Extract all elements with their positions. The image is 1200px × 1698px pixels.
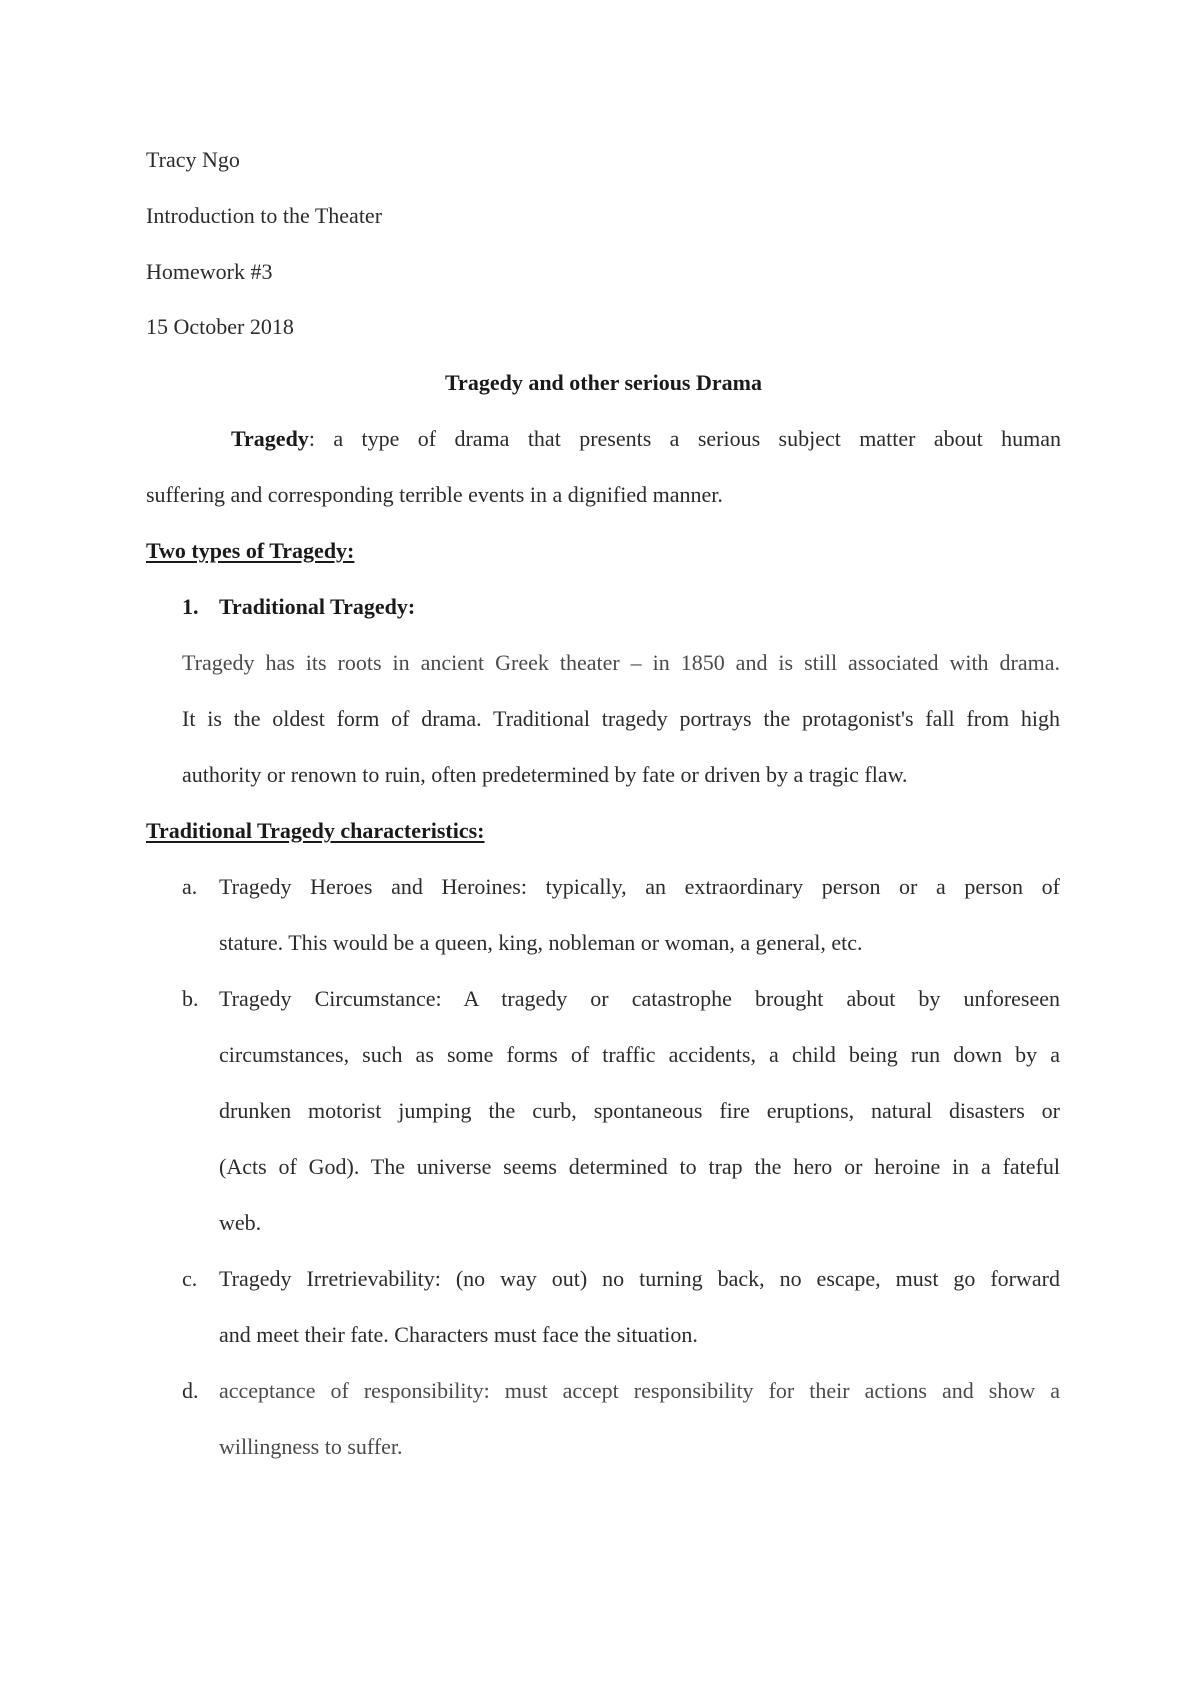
traditional-line-3: authority or renown to ruin, often predetermined by fate or driven by a tragic flaw.	[182, 762, 908, 787]
definition-line-1	[231, 425, 1061, 453]
item-d-line-2: willingness to suffer.	[219, 1434, 403, 1459]
traditional-line-2: It is the oldest form of drama. Traditional tragedy portrays the protagonist's fall from high	[182, 706, 1060, 731]
item-c-line-1: Tragedy Irretrievability: (no way out) no turning back, no escape, must go forward	[219, 1266, 1060, 1291]
item-d-marker: d.	[182, 1378, 199, 1403]
item-a-line-1: Tragedy Heroes and Heroines: typically, an extraordinary person or a person of	[219, 874, 1060, 899]
item-b-line-4: (Acts of God). The universe seems determined to trap the hero or heroine in a fateful	[219, 1154, 1060, 1179]
traditional-line-1: Tragedy has its roots in ancient Greek theater – in 1850 and is still associated with drama.	[182, 650, 1060, 675]
numbered-marker: 1.	[182, 594, 199, 619]
definition-term: Tragedy	[231, 426, 309, 451]
item-b-marker: b.	[182, 986, 199, 1011]
item-b-line-1: Tragedy Circumstance: A tragedy or catastrophe brought about by unforeseen	[219, 986, 1060, 1011]
item-c-marker: c.	[182, 1266, 198, 1291]
item-b-line-3: drunken motorist jumping the curb, spontaneous fire eruptions, natural disasters or	[219, 1098, 1060, 1123]
author-name: Tracy Ngo	[146, 147, 240, 172]
types-heading: Two types of Tragedy:	[146, 538, 355, 563]
definition-line-2: suffering and corresponding terrible events in a dignified manner.	[146, 482, 723, 507]
item-a-marker: a.	[182, 874, 198, 899]
assignment-label: Homework #3	[146, 259, 273, 284]
item-b-line-5: web.	[219, 1210, 262, 1235]
submission-date: 15 October 2018	[146, 314, 294, 339]
item-c-line-2: and meet their fate. Characters must face the situation.	[219, 1322, 698, 1347]
characteristics-heading: Traditional Tragedy characteristics:	[146, 818, 485, 843]
numbered-label: Traditional Tragedy:	[219, 594, 416, 619]
document-title: Tragedy and other serious Drama	[445, 370, 762, 395]
item-b-line-2: circumstances, such as some forms of traffic accidents, a child being run down by a	[219, 1042, 1060, 1067]
item-a-line-2: stature. This would be a queen, king, nobleman or woman, a general, etc.	[219, 930, 863, 955]
course-name: Introduction to the Theater	[146, 203, 383, 228]
item-d-line-1: acceptance of responsibility: must accept responsibility for their actions and show a	[219, 1378, 1060, 1403]
definition-text: : a type of drama that presents a serious subject matter about human	[308, 426, 1061, 451]
